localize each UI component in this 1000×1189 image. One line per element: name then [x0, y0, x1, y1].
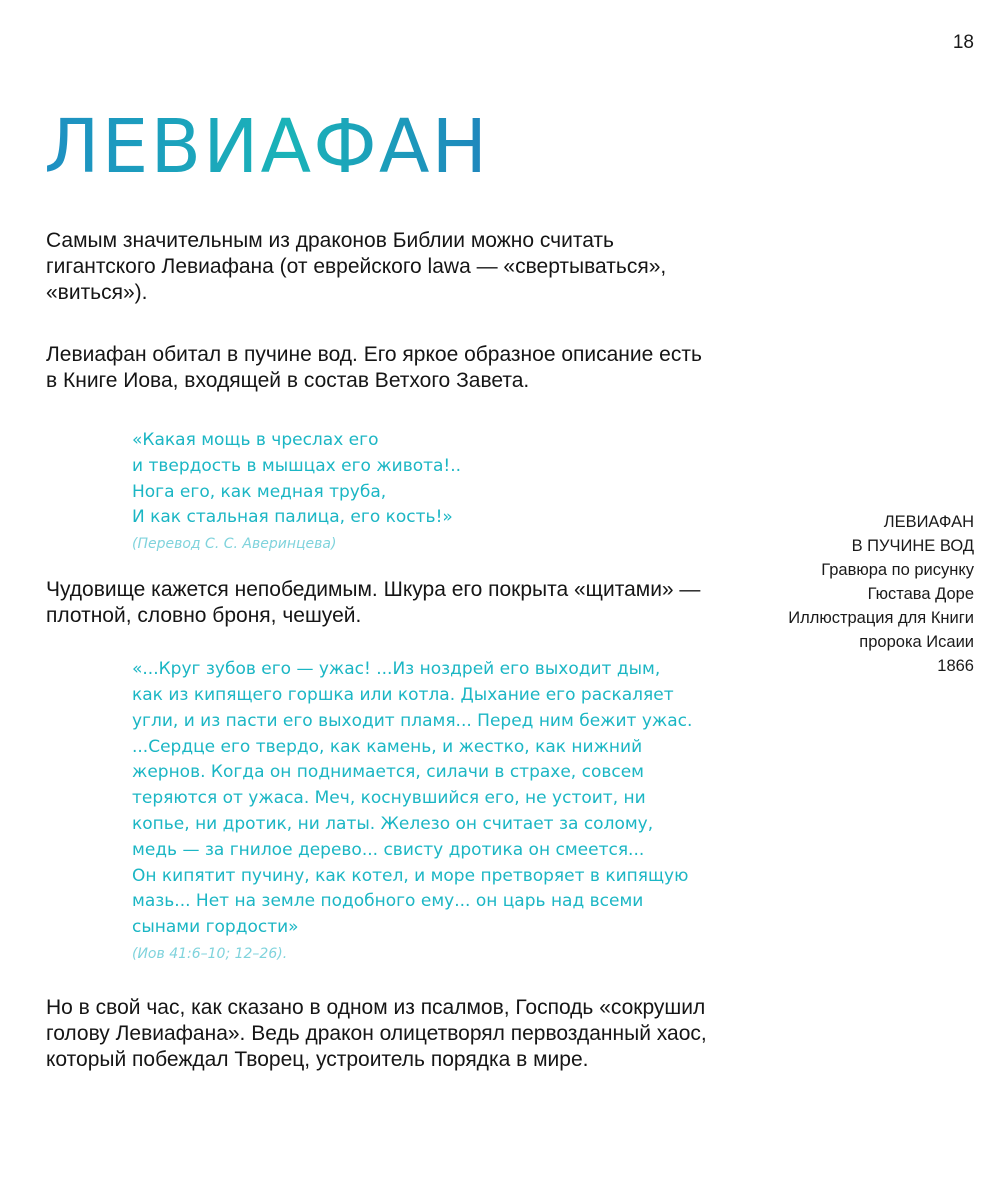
caption-illustration-for: Иллюстрация для Книги — [788, 609, 974, 627]
main-text-column — [46, 228, 766, 1073]
caption-year: 1866 — [937, 657, 974, 675]
paragraph-invincible: Чудовище кажется непобедимым. Шкура его покрыта «щитами» — плотной, словно броня, чешуей. — [46, 578, 701, 628]
quote-job-poem: «Какая мощь в чреслах его и твердость в мышцах его живота!.. Нога его, как медная труба, И как стальная палица, его кость!» — [132, 430, 462, 528]
quote-job-prose: «...Круг зубов его — ужас! ...Из ноздрей его выходит дым, как из кипящего горшка или котла. Дыхание его раскаляет угли, и из пасти его выходит пламя... Перед ним бежит ужас. ...Сердце его твердо, как камень, и жестко, как нижний жернов. Когда он поднимается, силачи в страхе, совсем теряются от ужаса. Меч, коснувшийся его, не устоит, ни копье, ни дротик, ни латы. Железо он считает за солому, медь — за гнилое дерево... свисту дротика он смеется... Он кипятит пучину, как котел, и море претворяет в кипящую мазь... Нет на земле подобного ему... он царь над всеми сынами гордости» — [132, 659, 693, 938]
quote-job-prose-source: (Иов 41:6–10; 12–26). — [132, 945, 288, 962]
caption-artist: Гюстава Доре — [867, 585, 974, 603]
paragraph-habitat: Левиафан обитал в пучине вод. Его яркое образное описание есть в Книге Иова, входящей в состав Ветхого Завета. — [46, 343, 702, 392]
page-title: ЛЕВИАФАН — [44, 104, 490, 190]
caption-book: пророка Исаии — [859, 633, 974, 651]
paragraph-defeat: Но в свой час, как сказано в одном из псалмов, Господь «сокрушил голову Левиафана». Ведь дракон олицетворял первозданный хаос, который побеждал Творец, устроитель порядка в мире. — [46, 995, 707, 1071]
illustration-caption — [734, 510, 974, 678]
caption-title-line-2: В ПУЧИНЕ ВОД — [851, 537, 974, 555]
paragraph-intro: Самым значительным из драконов Библии можно считать гигантского Левиафана (от еврейского lawa — «свертываться», «виться»). — [46, 229, 667, 304]
quote-job-poem-source: (Перевод С. С. Аверинцева) — [132, 536, 337, 553]
caption-title-line-1: ЛЕВИАФАН — [883, 513, 974, 531]
page-number: 18 — [952, 32, 974, 53]
caption-engraving: Гравюра по рисунку — [821, 561, 974, 579]
